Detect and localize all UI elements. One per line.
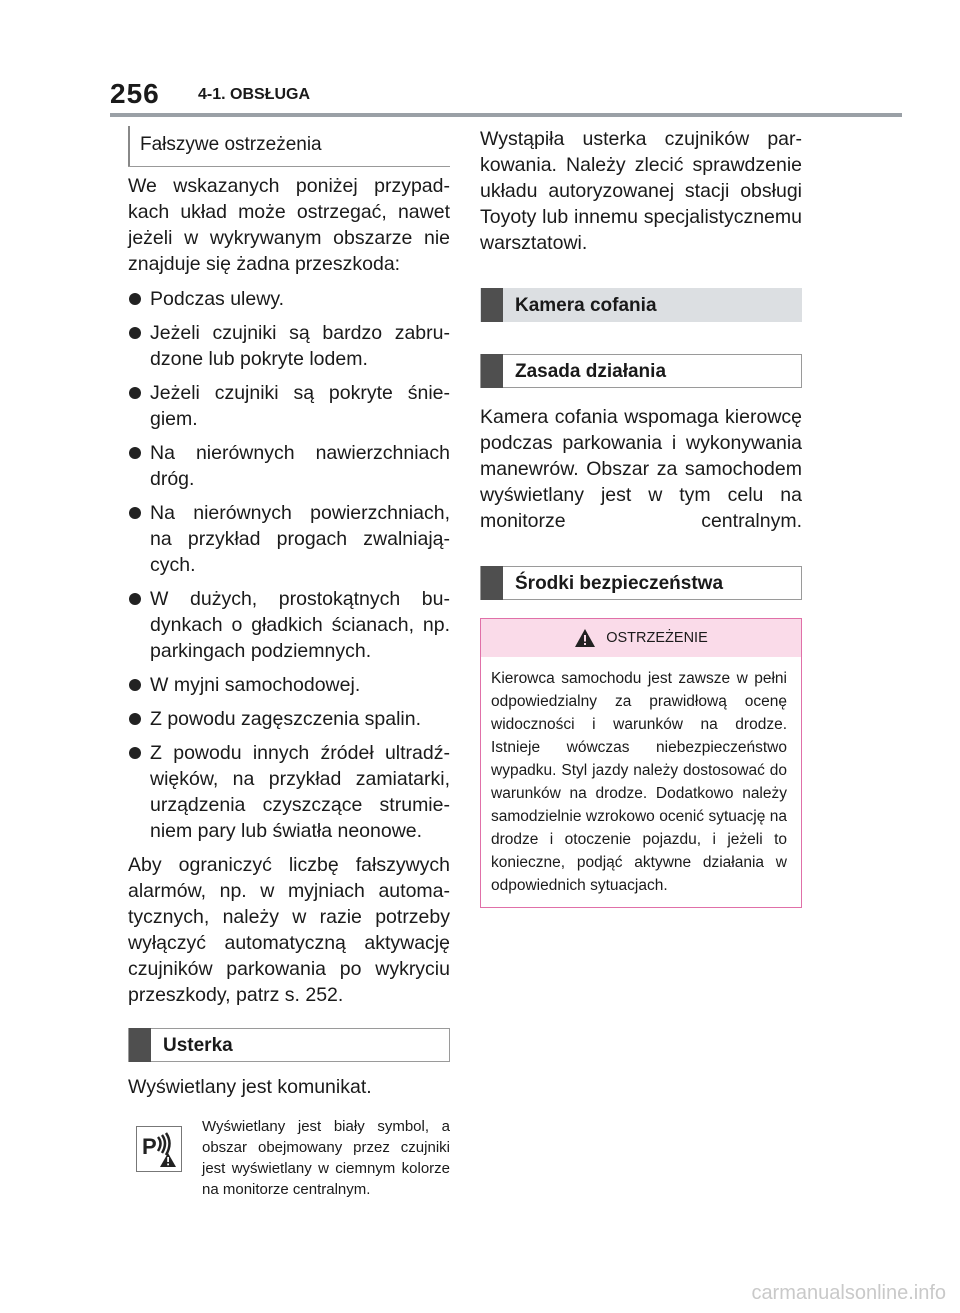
bullet-icon [129, 387, 141, 399]
header-divider [110, 113, 902, 117]
warning-box [480, 618, 802, 908]
fault-heading [128, 1028, 450, 1062]
bullet-icon [129, 713, 141, 725]
camera-heading-label: Kamera cofania [515, 295, 657, 316]
svg-text:P: P [142, 1134, 157, 1159]
bullet-icon [129, 327, 141, 339]
list-item: Podczas ulewy. [128, 286, 450, 312]
list-item: Jeżeli czujniki są pokryte śniegiem. [128, 380, 450, 432]
list-item: Na nierównych powierzchniach, na przykład progach zwalniających. [128, 500, 450, 578]
false-alarm-list [128, 286, 450, 844]
principle-heading [480, 354, 802, 388]
right-column [480, 126, 802, 908]
bullet-icon [129, 293, 141, 305]
list-item: Z powodu zagęszczenia spalin. [128, 706, 450, 732]
intro-paragraph: We wskazanych poniżej przypadkach układ może ostrzegać, nawet jeżeli w wykrywanym obszarze nie znajduje się żadna przeszkoda: [128, 175, 450, 275]
bullet-icon [129, 679, 141, 691]
list-item: W myjni samochodowej. [128, 672, 450, 698]
page-number: 256 [110, 78, 160, 109]
warning-icon [574, 628, 596, 648]
heading-bar [481, 288, 503, 322]
bullet-icon [129, 447, 141, 459]
principle-paragraph: Kamera cofania wspomaga kierowcę podczas parkowania i wykonywania manewrów. Obszar za samochodem wyświetlany jest w tym celu na monitorze centralnym. [480, 406, 802, 532]
section-title: 4-1. OBSŁUGA [198, 86, 311, 103]
heading-bar [129, 1028, 151, 1062]
safety-heading [480, 566, 802, 600]
list-item: W dużych, prostokątnych budynkach o gładkich ścianach, np. parkingach podziemnych. [128, 586, 450, 664]
watermark: carmanualsonline.info [751, 1282, 946, 1304]
safety-heading-label: Środki bezpieczeństwa [515, 573, 724, 594]
parking-sensor-warning-icon [136, 1126, 182, 1172]
list-item: Jeżeli czujniki są bardzo zabrudzone lub pokryte lodem. [128, 320, 450, 372]
list-item: Na nierównych nawierzchniach dróg. [128, 440, 450, 492]
fault-heading-label: Usterka [163, 1035, 233, 1056]
fault-paragraph: Wyświetlany jest komunikat. [128, 1076, 372, 1098]
heading-bar [481, 354, 503, 388]
false-alarms-heading: Fałszywe ostrzeżenia [128, 126, 450, 167]
camera-heading [480, 288, 802, 322]
left-column [128, 126, 450, 1226]
heading-bar [481, 566, 503, 600]
fault-continued-paragraph: Wystąpiła usterka czujników parkowania. Należy zlecić sprawdzenie układu autoryzowanej stacji obsługi Toyoty lub innemu specjalistycznemu warsztatowi. [480, 128, 802, 254]
message-row [128, 1116, 450, 1226]
principle-heading-label: Zasada działania [515, 361, 667, 382]
warning-title: OSTRZEŻENIE [606, 630, 708, 646]
warning-text: Kierowca samochodu jest zawsze w pełni odpowiedzialny za prawidłową ocenę widoczności i warunków na drodze. Istnieje wówczas niebezpieczeństwo wypadku. Styl jazdy należy dostosować do warunków na drodze. Dodatkowo należy samodzielnie wzrokowo ocenić sytuację na drodze i otoczenie pojazdu, i jeżeli to konieczne, podjąć aktywne działania w odpowiednich sytuacjach. [491, 670, 787, 894]
bullet-icon [129, 507, 141, 519]
warning-header [481, 619, 801, 657]
message-description: Wyświetlany jest biały symbol, a obszar obejmowany przez czujniki jest wyświetlany w ciemnym kolorze na monitorze centralnym. [202, 1118, 450, 1198]
after-list-paragraph: Aby ograniczyć liczbę fałszywych alarmów, np. w myjniach automatycznych, należy w razie potrzeby wyłączyć automatyczną aktywację czujników parkowania po wykryciu przeszkody, patrz s. 252. [128, 854, 450, 1006]
list-item: Z powodu innych źródeł ultradźwięków, na przykład zamiatarki, urządzenia czyszczące strumieniem pary lub światła neonowe. [128, 740, 450, 844]
bullet-icon [129, 593, 141, 605]
bullet-icon [129, 747, 141, 759]
